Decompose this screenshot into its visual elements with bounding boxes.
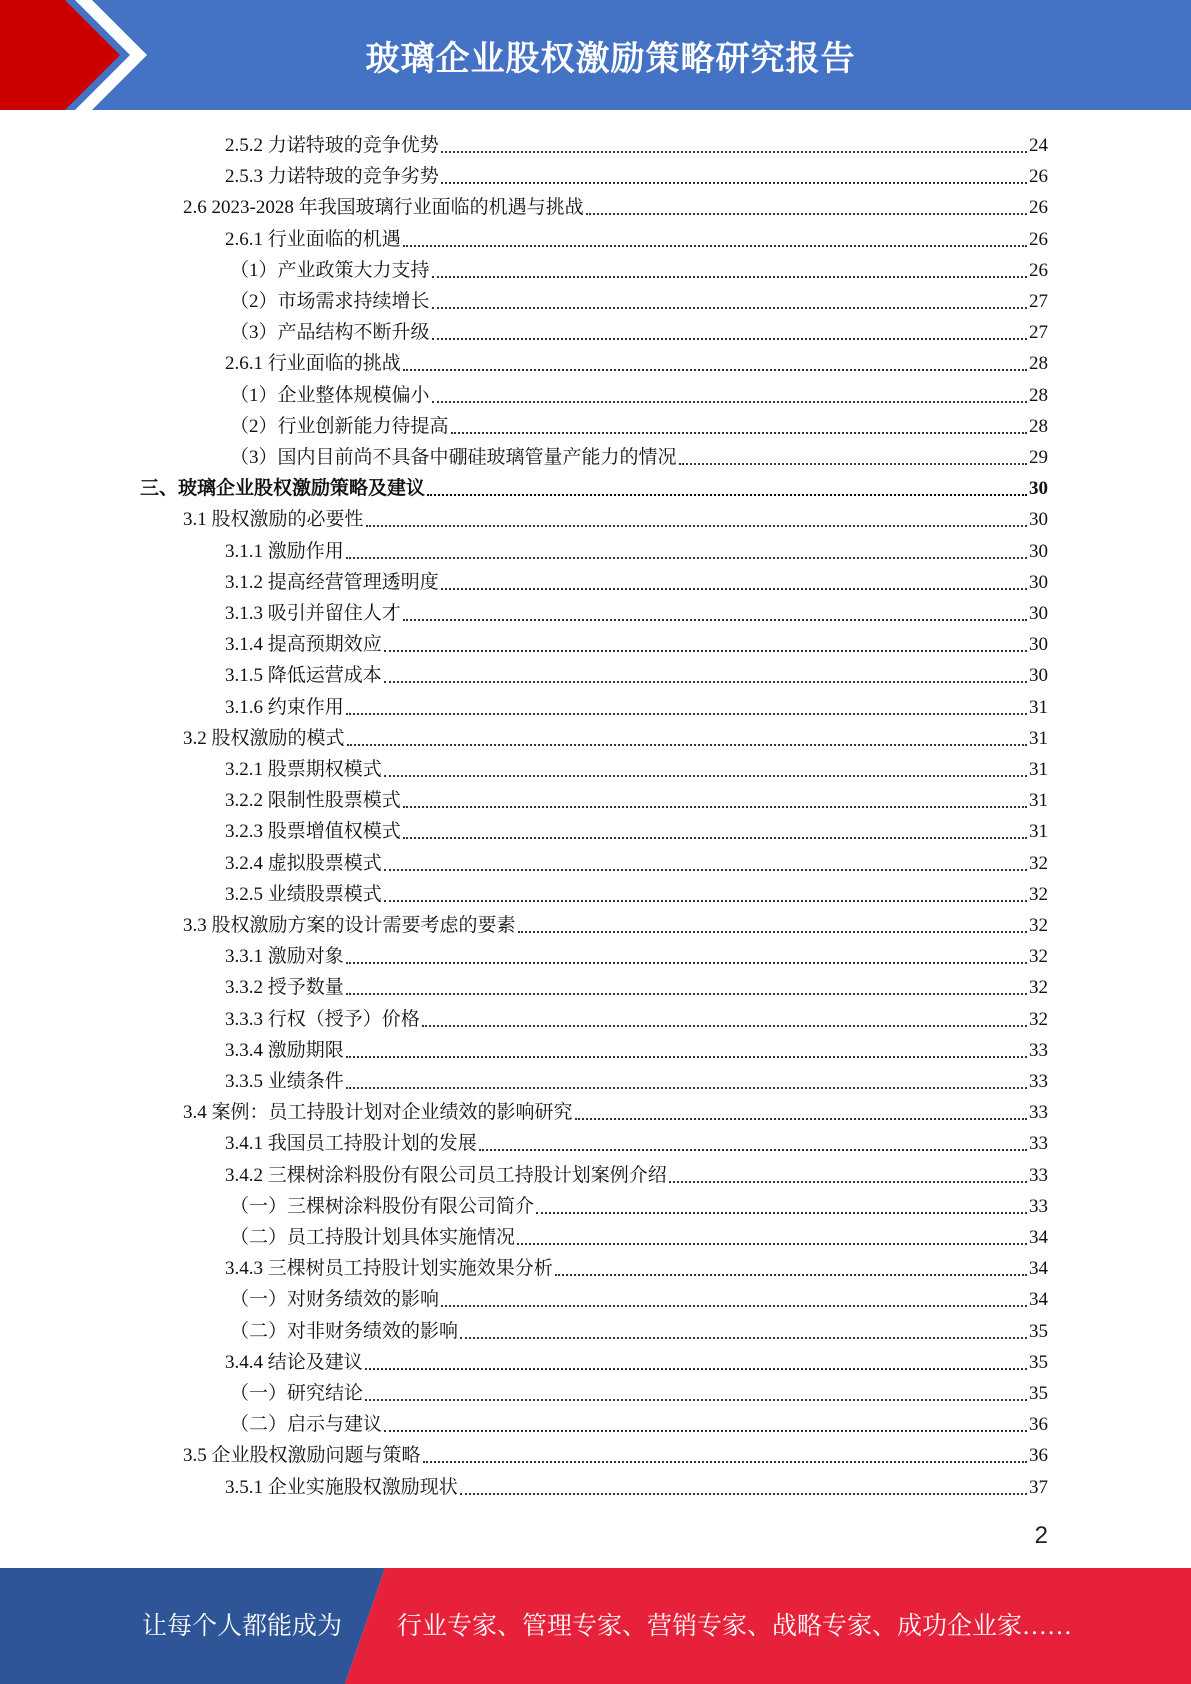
toc-entry[interactable]: [225, 938, 1048, 969]
toc-entry-title: 3.1.6 约束作用: [225, 696, 344, 718]
toc-entry[interactable]: [225, 813, 1048, 844]
toc-entry-page: 33: [1029, 1102, 1048, 1124]
toc-entry[interactable]: [230, 252, 1048, 283]
toc-entry-title: 2.6.1 行业面临的机遇: [225, 228, 401, 250]
toc-entry[interactable]: [225, 158, 1048, 189]
toc-dot-leader: [346, 1055, 1027, 1058]
toc-entry[interactable]: [230, 1313, 1048, 1344]
toc-entry-page: 34: [1029, 1227, 1048, 1248]
toc-entry[interactable]: [183, 907, 1048, 938]
toc-dot-leader: [403, 244, 1027, 247]
toc-dot-leader: [441, 181, 1027, 184]
toc-entry-title: （1）企业整体规模偏小: [230, 384, 430, 406]
toc-entry[interactable]: [183, 720, 1048, 751]
toc-entry[interactable]: [225, 689, 1048, 720]
toc-entry[interactable]: [230, 1188, 1048, 1219]
toc-entry[interactable]: [140, 470, 1048, 501]
toc-entry-title: 3.4.3 三棵树员工持股计划实施效果分析: [225, 1258, 553, 1280]
toc-entry-page: 37: [1029, 1476, 1048, 1498]
toc-dot-leader: [441, 587, 1027, 590]
toc-entry[interactable]: [230, 377, 1048, 408]
toc-dot-leader: [403, 618, 1027, 621]
toc-dot-leader: [460, 1336, 1027, 1339]
toc-entry-page: 33: [1029, 1195, 1048, 1217]
toc-entry-page: 30: [1029, 509, 1048, 531]
toc-entry-title: （2）行业创新能力待提高: [230, 415, 449, 437]
toc-entry-page: 31: [1029, 790, 1048, 812]
toc-entry-title: 3.1.4 提高预期效应: [225, 634, 382, 656]
toc-entry-title: 3.3.3 行权（授予）价格: [225, 1008, 420, 1030]
toc-dot-leader: [346, 712, 1027, 715]
toc-dot-leader: [536, 1211, 1027, 1214]
toc-entry[interactable]: [230, 1219, 1048, 1250]
toc-entry-page: 33: [1029, 1164, 1048, 1186]
toc-entry[interactable]: [183, 1437, 1048, 1468]
footer-slogan-right: 行业专家、管理专家、营销专家、战略专家、成功企业家……: [397, 1613, 1073, 1640]
toc-entry-title: （二）员工持股计划具体实施情况: [230, 1227, 516, 1248]
toc-entry-title: 三、玻璃企业股权激励策略及建议: [140, 478, 426, 500]
toc-entry[interactable]: [225, 127, 1048, 158]
toc-entry-title: 3.2.5 业绩股票模式: [225, 883, 382, 905]
toc-entry[interactable]: [225, 751, 1048, 782]
toc-dot-leader: [575, 1117, 1027, 1120]
toc-entry[interactable]: [225, 1344, 1048, 1375]
toc-entry-page: 27: [1029, 322, 1048, 344]
toc-entry-page: 36: [1029, 1445, 1048, 1467]
toc-entry[interactable]: [230, 439, 1048, 470]
toc-entry-page: 26: [1029, 228, 1048, 250]
toc-dot-leader: [403, 368, 1027, 371]
toc-entry[interactable]: [225, 533, 1048, 564]
toc-entry-title: 2.6 2023-2028 年我国玻璃行业面临的机遇与挑战: [183, 197, 584, 219]
toc-entry-page: 29: [1029, 447, 1048, 468]
toc-entry-title: 3.1 股权激励的必要性: [183, 509, 364, 531]
toc-entry[interactable]: [225, 657, 1048, 688]
toc-dot-leader: [346, 961, 1027, 964]
toc-entry-title: （3）产品结构不断升级: [230, 322, 430, 344]
toc-entry-page: 33: [1029, 1039, 1048, 1061]
toc-dot-leader: [365, 1367, 1027, 1370]
toc-entry-title: 3.2.3 股票增值权模式: [225, 821, 401, 843]
toc-entry[interactable]: [225, 876, 1048, 907]
toc-dot-leader: [432, 275, 1027, 278]
toc-entry[interactable]: [225, 969, 1048, 1000]
toc-entry-title: 3.1.2 提高经营管理透明度: [225, 571, 439, 593]
toc-entry[interactable]: [183, 501, 1048, 532]
toc-entry-page: 34: [1029, 1289, 1048, 1311]
toc-entry-page: 31: [1029, 727, 1048, 749]
toc-entry-page: 35: [1029, 1351, 1048, 1373]
toc-entry-title: 3.4.2 三棵树涂料股份有限公司员工持股计划案例介绍: [225, 1164, 667, 1186]
toc-entry-title: （2）市场需求持续增长: [230, 291, 430, 312]
toc-entry-page: 32: [1029, 883, 1048, 905]
toc-dot-leader: [586, 212, 1027, 215]
toc-dot-leader: [517, 1242, 1027, 1245]
toc-entry-page: 31: [1029, 696, 1048, 718]
toc-entry-title: （二）对非财务绩效的影响: [230, 1320, 459, 1342]
toc-dot-leader: [365, 1398, 1027, 1401]
toc-entry-title: 3.5 企业股权激励问题与策略: [183, 1445, 421, 1467]
toc-entry-page: 30: [1029, 478, 1048, 500]
toc-entry-title: 3.3.5 业绩条件: [225, 1071, 344, 1092]
toc-entry-title: 2.5.2 力诺特玻的竞争优势: [225, 135, 439, 156]
toc-entry-page: 32: [1029, 977, 1048, 999]
toc-entry-title: （二）启示与建议: [230, 1414, 383, 1436]
toc-entry[interactable]: [225, 595, 1048, 626]
toc-entry-title: 3.1.5 降低运营成本: [225, 665, 382, 687]
toc-dot-leader: [441, 1304, 1027, 1307]
toc-entry[interactable]: [230, 283, 1048, 314]
toc-entry-title: 2.6.1 行业面临的挑战: [225, 353, 401, 375]
toc-dot-leader: [679, 462, 1027, 465]
toc-entry-title: 3.3.4 激励期限: [225, 1039, 344, 1061]
toc-entry-page: 34: [1029, 1258, 1048, 1280]
toc-entry-title: 3.1.3 吸引并留住人才: [225, 603, 401, 624]
toc-entry[interactable]: [230, 314, 1048, 345]
toc-entry-title: 3.4.4 结论及建议: [225, 1351, 363, 1373]
toc-entry-title: （一）研究结论: [230, 1383, 364, 1404]
toc-entry-title: 3.2.2 限制性股票模式: [225, 790, 401, 812]
toc-entry-page: 28: [1029, 353, 1048, 375]
toc-dot-leader: [518, 930, 1027, 933]
toc-entry-page: 33: [1029, 1133, 1048, 1155]
toc-entry-title: （1）产业政策大力支持: [230, 259, 430, 281]
toc-entry-title: 3.3 股权激励方案的设计需要考虑的要素: [183, 915, 516, 936]
toc-entry[interactable]: [183, 1094, 1048, 1125]
toc-entry[interactable]: [230, 1281, 1048, 1312]
toc-entry-page: 24: [1029, 135, 1048, 156]
toc-entry-page: 27: [1029, 291, 1048, 312]
toc-dot-leader: [460, 1492, 1027, 1495]
toc-entry-title: 3.2.4 虚拟股票模式: [225, 852, 382, 874]
toc-entry-page: 26: [1029, 259, 1048, 281]
toc-entry[interactable]: [225, 782, 1048, 813]
toc-entry-page: 30: [1029, 603, 1048, 624]
toc-entry-page: 30: [1029, 665, 1048, 687]
toc-entry[interactable]: [225, 1063, 1048, 1094]
toc-dot-leader: [384, 1429, 1027, 1432]
toc-entry[interactable]: [230, 1375, 1048, 1406]
toc-entry-title: 2.5.3 力诺特玻的竞争劣势: [225, 166, 439, 188]
toc-entry[interactable]: [225, 564, 1048, 595]
toc-dot-leader: [384, 899, 1027, 902]
toc-dot-leader: [432, 400, 1027, 403]
toc-entry[interactable]: [225, 626, 1048, 657]
toc-entry-title: 3.2 股权激励的模式: [183, 727, 345, 749]
toc-entry[interactable]: [230, 408, 1048, 439]
toc-entry-title: （一）三棵树涂料股份有限公司简介: [230, 1195, 535, 1217]
toc-entry-title: 3.3.1 激励对象: [225, 946, 344, 968]
toc-dot-leader: [669, 1180, 1027, 1183]
toc-entry-page: 35: [1029, 1320, 1048, 1342]
toc-entry-page: 35: [1029, 1383, 1048, 1404]
toc-entry-title: 3.3.2 授予数量: [225, 977, 344, 999]
toc-entry-title: 3.4 案例：员工持股计划对企业绩效的影响研究: [183, 1102, 573, 1124]
toc-entry[interactable]: [225, 345, 1048, 376]
toc-entry-title: 3.5.1 企业实施股权激励现状: [225, 1476, 458, 1498]
toc-entry-page: 30: [1029, 571, 1048, 593]
toc-entry-page: 28: [1029, 415, 1048, 437]
toc-dot-leader: [403, 805, 1027, 808]
toc-entry-title: （一）对财务绩效的影响: [230, 1289, 440, 1311]
toc-entry-page: 32: [1029, 852, 1048, 874]
toc-entry-page: 28: [1029, 384, 1048, 406]
page-number: 2: [1034, 1522, 1048, 1549]
toc-entry[interactable]: [225, 1250, 1048, 1281]
toc-dot-leader: [346, 992, 1027, 995]
toc-entry-page: 26: [1029, 166, 1048, 188]
page-footer: [0, 1568, 1191, 1684]
toc-dot-leader: [432, 306, 1027, 309]
toc-entry[interactable]: [225, 845, 1048, 876]
toc-dot-leader: [432, 337, 1027, 340]
report-title: 玻璃企业股权激励策略研究报告: [365, 38, 856, 79]
toc-dot-leader: [403, 836, 1027, 839]
toc-entry-page: 26: [1029, 197, 1048, 219]
toc-dot-leader: [346, 556, 1027, 559]
toc-entry-page: 32: [1029, 946, 1048, 968]
toc-entry-page: 31: [1029, 821, 1048, 843]
toc-dot-leader: [427, 493, 1027, 496]
toc-dot-leader: [384, 868, 1027, 871]
toc-entry[interactable]: [183, 189, 1048, 220]
toc-dot-leader: [555, 1273, 1027, 1276]
toc-entry-page: 32: [1029, 915, 1048, 936]
toc-entry[interactable]: [230, 1406, 1048, 1437]
toc-entry-page: 30: [1029, 634, 1048, 656]
toc-entry-title: 3.2.1 股票期权模式: [225, 759, 382, 780]
toc-dot-leader: [384, 774, 1027, 777]
toc-entry[interactable]: [225, 1001, 1048, 1032]
toc-entry-title: （3）国内目前尚不具备中硼硅玻璃管量产能力的情况: [230, 447, 677, 468]
toc-entry[interactable]: [225, 1125, 1048, 1156]
toc-dot-leader: [346, 1086, 1027, 1089]
toc-entry-page: 33: [1029, 1071, 1048, 1092]
toc-entry-title: 3.1.1 激励作用: [225, 540, 344, 562]
toc-dot-leader: [422, 1024, 1027, 1027]
toc-dot-leader: [347, 743, 1027, 746]
toc-dot-leader: [384, 680, 1027, 683]
toc-entry[interactable]: [225, 1032, 1048, 1063]
toc-entry-title: 3.4.1 我国员工持股计划的发展: [225, 1133, 477, 1155]
toc-dot-leader: [384, 649, 1027, 652]
toc-entry-page: 32: [1029, 1008, 1048, 1030]
toc-entry[interactable]: [225, 1157, 1048, 1188]
toc-entry-page: 31: [1029, 759, 1048, 780]
toc-dot-leader: [479, 1148, 1027, 1151]
toc-entry[interactable]: [225, 221, 1048, 252]
toc-entry-page: 30: [1029, 540, 1048, 562]
toc-entry-page: 36: [1029, 1414, 1048, 1436]
toc-dot-leader: [423, 1460, 1027, 1463]
page-header: [0, 0, 1191, 110]
toc-dot-leader: [366, 524, 1027, 527]
toc-dot-leader: [451, 431, 1027, 434]
toc-entry[interactable]: [225, 1469, 1048, 1500]
toc-dot-leader: [441, 150, 1027, 153]
footer-slogan-left: 让每个人都能成为: [142, 1613, 343, 1640]
